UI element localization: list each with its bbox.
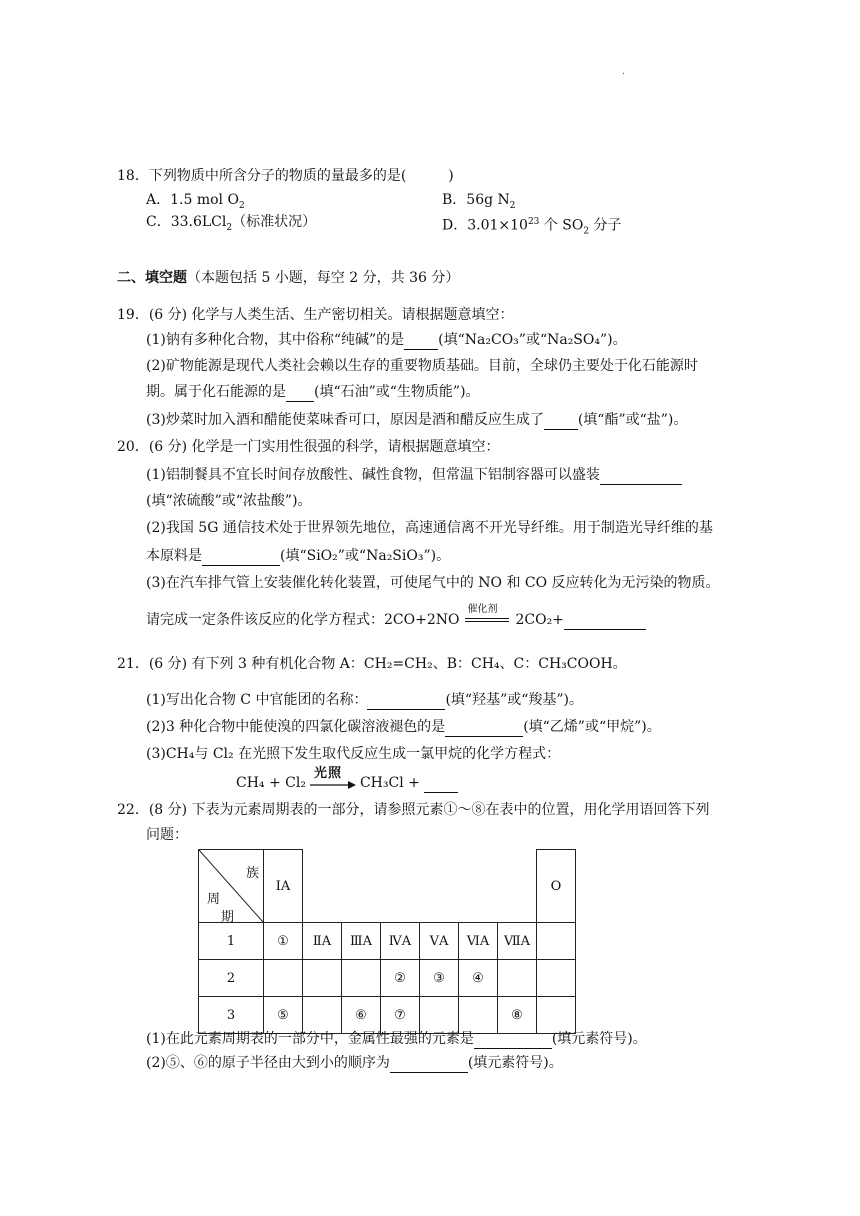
header-group: 族 bbox=[245, 866, 259, 881]
q19-part2-line2: 期。属于化石能源的是 (填“石油”或“生物质能”)。 bbox=[146, 384, 480, 400]
table-cell: 2 bbox=[199, 960, 264, 997]
answer-blank[interactable] bbox=[367, 693, 445, 710]
table-cell: ① bbox=[264, 923, 303, 960]
table-cell bbox=[420, 997, 459, 1034]
light-reaction-arrow: 光照 bbox=[310, 774, 356, 792]
header-dot: . bbox=[622, 66, 626, 77]
table-cell bbox=[459, 997, 498, 1034]
table-cell bbox=[342, 960, 381, 997]
table-cell bbox=[303, 997, 342, 1034]
q19-stem: 19．(6 分) 化学与人类生活、生产密切相关。请根据题意填空： bbox=[117, 307, 514, 323]
table-cell: ⑦ bbox=[381, 997, 420, 1034]
q22-part2: (2)⑤、⑥的原子半径由大到小的顺序为 (填元素符号)。 bbox=[146, 1055, 563, 1071]
q18-stem: 18．下列物质中所含分子的物质的量最多的是( ) bbox=[117, 168, 454, 184]
table-cell: ⑤ bbox=[264, 997, 303, 1034]
table-cell bbox=[537, 960, 576, 997]
q21-part2: (2)3 种化合物中能使溴的四氯化碳溶液褪色的是 (填“乙烯”或“甲烷”)。 bbox=[146, 719, 661, 735]
table-cell bbox=[303, 960, 342, 997]
table-cell bbox=[264, 960, 303, 997]
table-cell: ⅣA bbox=[381, 923, 420, 960]
table-cell: ④ bbox=[459, 960, 498, 997]
table-cell: ③ bbox=[420, 960, 459, 997]
q20-stem: 20．(6 分) 化学是一门实用性很强的科学，请根据题意填空： bbox=[117, 439, 500, 455]
answer-blank[interactable] bbox=[474, 1032, 552, 1049]
answer-blank[interactable] bbox=[424, 776, 458, 793]
q20-part3-equation: 请完成一定条件该反应的化学方程式：2CO+2NO 催化剂 2CO₂+ bbox=[146, 610, 646, 630]
q20-part3-line1: (3)在汽车排气管上安装催化转化装置，可使尾气中的 NO 和 CO 反应转化为无污染的物质。 bbox=[146, 575, 720, 591]
table-cell: ⅤA bbox=[420, 923, 459, 960]
table-cell: 1 bbox=[199, 923, 264, 960]
q22-stem-line1: 22．(8 分) 下表为元素周期表的一部分，请参照元素①～⑧在表中的位置，用化学用语回答下列 bbox=[117, 802, 710, 818]
q20-part1-line1: (1)铝制餐具不宜长时间存放酸性、碱性食物，但常温下铝制容器可以盛装 bbox=[146, 465, 682, 485]
q18-option-c: C．33.6LCl$_2$（标准状况） bbox=[146, 214, 317, 233]
q19-part1: (1)钠有多种化合物，其中俗称“纯碱”的是 (填“Na₂CO₃”或“Na₂SO₄”)。 bbox=[146, 332, 627, 348]
table-cell: ⅡA bbox=[303, 923, 342, 960]
q20-part2-line1: (2)我国 5G 通信技术处于世界领先地位，高速通信离不开光导纤维。用于制造光导纤维的基 bbox=[146, 520, 713, 536]
q22-part1: (1)在此元素周期表的一部分中，金属性最强的元素是 (填元素符号)。 bbox=[146, 1031, 647, 1047]
q18-option-d: D．$3.01\times 10^{23}$ 个 $SO_2$ 分子 bbox=[442, 217, 622, 237]
q21-part3: (3)CH₄与 Cl₂ 在光照下发生取代反应生成一氯甲烷的化学方程式： bbox=[146, 746, 561, 762]
table-cell: 3 bbox=[199, 997, 264, 1034]
periodic-table bbox=[198, 849, 576, 1034]
q19-part3: (3)炒菜时加入酒和醋能使菜味香可口，原因是酒和醋反应生成了 (填“酯”或“盐”)。 bbox=[146, 412, 688, 428]
table-cell: ⅢA bbox=[342, 923, 381, 960]
q18-option-b: B．56g $N_2$ bbox=[442, 192, 516, 211]
q20-part2-line2: 本原料是 (填“SiO₂”或“Na₂SiO₃”)。 bbox=[146, 548, 451, 564]
q21-part1: (1)写出化合物 C 中官能团的名称： (填“羟基”或“羧基”)。 bbox=[146, 692, 584, 708]
table-cell: ⅥA bbox=[459, 923, 498, 960]
table-cell bbox=[537, 997, 576, 1034]
answer-blank[interactable] bbox=[564, 613, 646, 630]
q22-stem-line2: 问题： bbox=[146, 827, 188, 843]
answer-blank[interactable] bbox=[390, 1056, 468, 1073]
answer-blank[interactable] bbox=[202, 549, 280, 566]
header-period-1: 周 bbox=[207, 892, 221, 907]
answer-blank[interactable] bbox=[544, 413, 578, 430]
table-corner bbox=[199, 850, 264, 923]
q21-equation: CH₄ + Cl₂ 光照 CH₃Cl + bbox=[236, 773, 458, 793]
group-ia: ⅠA bbox=[264, 850, 303, 923]
catalyst-arrow: 催化剂 bbox=[465, 612, 509, 628]
answer-blank[interactable] bbox=[600, 468, 682, 485]
section-title: 二、填空题（本题包括 5 小题，每空 2 分，共 36 分） bbox=[117, 270, 460, 286]
header-period-2: 期 bbox=[221, 910, 235, 925]
q18-option-a: A．1.5 mol $O_2$ bbox=[146, 192, 245, 211]
q21-stem: 21．(6 分) 有下列 3 种有机化合物 A：CH₂=CH₂、B：CH₄、C：CH₃COOH。 bbox=[117, 656, 627, 672]
table-cell bbox=[537, 923, 576, 960]
group-o: O bbox=[537, 850, 576, 923]
answer-blank[interactable] bbox=[404, 333, 438, 350]
q19-part2-line1: (2)矿物能源是现代人类社会赖以生存的重要物质基础。目前，全球仍主要处于化石能源时 bbox=[146, 358, 698, 374]
table-cell: ② bbox=[381, 960, 420, 997]
table-cell: ⑧ bbox=[498, 997, 537, 1034]
q20-part1-line2: (填“浓硫酸”或“浓盐酸”)。 bbox=[146, 493, 312, 509]
table-cell: ⑥ bbox=[342, 997, 381, 1034]
table-cell bbox=[498, 960, 537, 997]
answer-blank[interactable] bbox=[286, 385, 314, 402]
answer-blank[interactable] bbox=[445, 720, 523, 737]
table-cell: ⅦA bbox=[498, 923, 537, 960]
